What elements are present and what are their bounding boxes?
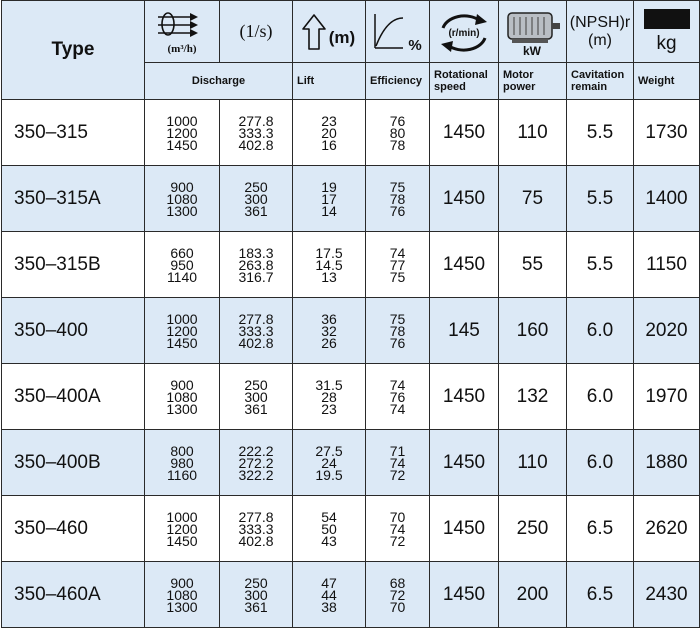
- lift-cell-value: 13: [321, 268, 337, 285]
- power-label-line2: power: [503, 81, 536, 93]
- power-cell: 132: [499, 364, 567, 430]
- type-cell: 350–315B: [2, 232, 145, 298]
- lift-cell-value: 17.5: [315, 244, 343, 261]
- flow-m3h-cell-value: 900: [170, 376, 194, 393]
- efficiency-cell-value: 74: [389, 520, 406, 537]
- flow-ls-cell: [220, 430, 293, 496]
- efficiency-cell: [366, 562, 430, 628]
- flow-ls-cell: [220, 496, 293, 562]
- flow-arrows-icon: [152, 8, 212, 56]
- npsh-cell: 6.0: [567, 430, 634, 496]
- cavitation-label-line1: Cavitation: [571, 69, 625, 81]
- weight-label: Weight: [634, 63, 700, 100]
- motor-icon: [502, 7, 564, 57]
- efficiency-label: Efficiency: [366, 63, 430, 100]
- flow-m3h-cell-value: 1300: [166, 202, 198, 219]
- lift-unit: (m): [328, 27, 356, 47]
- type-cell: 350–460A: [2, 562, 145, 628]
- flow-ls-cell-value: 250: [244, 574, 268, 591]
- efficiency-cell: [366, 100, 430, 166]
- speed-cell: 1450: [430, 430, 499, 496]
- power-cell: 75: [499, 166, 567, 232]
- speed-cell: 1450: [430, 562, 499, 628]
- flow-ls-cell: [220, 364, 293, 430]
- lift-cell: [293, 364, 366, 430]
- flow-m3h-cell-value: 1300: [166, 400, 198, 417]
- npsh-cell: 6.0: [567, 298, 634, 364]
- flow-ls-cell-value: 250: [244, 376, 268, 393]
- flow-ls-cell-value: 316.7: [238, 268, 274, 285]
- flow-ls-cell: [220, 100, 293, 166]
- flow-m3h-cell-value: 1080: [166, 190, 198, 207]
- flow-m3h-cell-value: 900: [170, 574, 194, 591]
- lift-cell-value: 17: [321, 190, 337, 207]
- npsh-cell: 5.5: [567, 232, 634, 298]
- efficiency-cell-value: 70: [389, 598, 406, 615]
- speed-cell: 145: [430, 298, 499, 364]
- weight-unit-header: [634, 1, 700, 63]
- flow-m3h-cell: [145, 496, 220, 562]
- weight-cell: 1880: [634, 430, 700, 496]
- lift-cell-value: 36: [321, 310, 337, 327]
- efficiency-cell-value: 75: [389, 310, 406, 327]
- flow-ls-cell-value: 402.8: [238, 532, 274, 549]
- table-row: [2, 100, 700, 166]
- lift-cell-value: 31.5: [315, 376, 343, 393]
- flow-m3h-cell: [145, 430, 220, 496]
- type-cell: 350–400A: [2, 364, 145, 430]
- speed-cell: 1450: [430, 364, 499, 430]
- lift-cell-value: 24: [321, 454, 337, 471]
- efficiency-unit-header: [366, 1, 430, 63]
- efficiency-cell-value: 72: [389, 466, 406, 483]
- type-cell: 350–460: [2, 496, 145, 562]
- power-cell: 110: [499, 430, 567, 496]
- lift-cell-value: 14.5: [315, 256, 343, 273]
- flow-m3h-header: [145, 1, 220, 63]
- npsh-cell: 5.5: [567, 100, 634, 166]
- efficiency-cell-value: 75: [389, 178, 406, 195]
- cavitation-label: [567, 63, 634, 100]
- efficiency-cell-value: 74: [389, 376, 406, 393]
- lift-cell-value: 47: [321, 574, 337, 591]
- efficiency-cell-value: 78: [389, 322, 406, 339]
- efficiency-cell-value: 72: [389, 532, 406, 549]
- flow-ls-cell-value: 263.8: [238, 256, 274, 273]
- power-label: [499, 63, 567, 100]
- lift-cell-value: 50: [321, 520, 337, 537]
- flow-m3h-cell-value: 1080: [166, 586, 198, 603]
- lift-cell-value: 19.5: [315, 466, 343, 483]
- lift-cell: [293, 166, 366, 232]
- flow-ls-cell-value: 361: [244, 202, 268, 219]
- flow-m3h-cell-value: 1200: [166, 124, 198, 141]
- power-cell: 110: [499, 100, 567, 166]
- table-row: [2, 364, 700, 430]
- efficiency-cell-value: 76: [389, 112, 406, 129]
- speed-cell: 1450: [430, 496, 499, 562]
- power-cell: 200: [499, 562, 567, 628]
- efficiency-cell-value: 70: [389, 508, 406, 525]
- efficiency-curve-icon: [369, 10, 427, 54]
- efficiency-cell-value: 76: [389, 334, 406, 351]
- lift-cell-value: 20: [321, 124, 337, 141]
- efficiency-cell-value: 74: [389, 454, 406, 471]
- efficiency-cell-value: 68: [389, 574, 406, 591]
- efficiency-cell-value: 76: [389, 388, 406, 405]
- flow-ls-cell-value: 300: [244, 190, 268, 207]
- power-unit: kW: [522, 43, 541, 57]
- type-cell: 350–315A: [2, 166, 145, 232]
- efficiency-cell-value: 72: [389, 586, 406, 603]
- lift-cell: [293, 232, 366, 298]
- efficiency-cell-value: 74: [389, 244, 406, 261]
- flow-m3h-cell-value: 1200: [166, 520, 198, 537]
- efficiency-cell-value: 75: [389, 268, 406, 285]
- lift-cell-value: 32: [321, 322, 337, 339]
- flow-m3h-cell-value: 950: [170, 256, 194, 273]
- flow-m3h-cell: [145, 562, 220, 628]
- weight-cell: 1150: [634, 232, 700, 298]
- header-icon-row: [2, 1, 700, 63]
- efficiency-cell: [366, 430, 430, 496]
- weight-cell: 1730: [634, 100, 700, 166]
- flow-ls-header: [220, 1, 293, 63]
- npsh-cell: 6.0: [567, 364, 634, 430]
- lift-cell: [293, 562, 366, 628]
- flow-m3h-cell-value: 1200: [166, 322, 198, 339]
- flow-m3h-cell: [145, 232, 220, 298]
- flow-ls-cell: [220, 298, 293, 364]
- rotation-icon: [433, 8, 495, 56]
- flow-m3h-cell: [145, 364, 220, 430]
- efficiency-cell: [366, 364, 430, 430]
- flow-ls-cell-value: 277.8: [238, 508, 274, 525]
- flow-m3h-cell: [145, 298, 220, 364]
- lift-cell: [293, 496, 366, 562]
- flow-ls-cell-value: 222.2: [238, 442, 274, 459]
- flow-m3h-cell-value: 980: [170, 454, 194, 471]
- efficiency-cell-value: 71: [389, 442, 406, 459]
- efficiency-cell-value: 77: [389, 256, 406, 273]
- type-cell: 350–400B: [2, 430, 145, 496]
- efficiency-cell-value: 76: [389, 202, 406, 219]
- flow-ls-cell-value: 322.2: [238, 466, 274, 483]
- lift-cell-value: 16: [321, 136, 337, 153]
- power-cell: 250: [499, 496, 567, 562]
- pump-spec-table: [1, 0, 700, 628]
- discharge-label: Discharge: [145, 63, 293, 100]
- lift-cell-value: 14: [321, 202, 337, 219]
- lift-cell-value: 23: [321, 400, 337, 417]
- npsh-unit-line2: (m): [588, 31, 612, 49]
- flow-ls-cell-value: 333.3: [238, 124, 274, 141]
- table-row: [2, 496, 700, 562]
- npsh-unit-line1: (NPSH)r: [569, 13, 631, 31]
- lift-cell-value: 38: [321, 598, 337, 615]
- type-cell: 350–315: [2, 100, 145, 166]
- flow-ls-cell-value: 333.3: [238, 520, 274, 537]
- efficiency-cell: [366, 232, 430, 298]
- lift-label: Lift: [293, 63, 366, 100]
- flow-m3h-cell-value: 1000: [166, 112, 198, 129]
- flow-ls-cell-value: 333.3: [238, 322, 274, 339]
- flow-m3h-cell-value: 1160: [166, 466, 198, 483]
- power-cell: 55: [499, 232, 567, 298]
- flow-ls-cell-value: 272.2: [238, 454, 274, 471]
- npsh-cell: 5.5: [567, 166, 634, 232]
- lift-cell-value: 44: [321, 586, 337, 603]
- up-arrow-icon: [296, 12, 362, 52]
- npsh-cell: 6.5: [567, 562, 634, 628]
- speed-cell: 1450: [430, 166, 499, 232]
- table-row: [2, 298, 700, 364]
- speed-unit-header: [430, 1, 499, 63]
- efficiency-cell: [366, 496, 430, 562]
- flow-ls-cell-value: 250: [244, 178, 268, 195]
- lift-cell-value: 26: [321, 334, 337, 351]
- flow-m3h-cell-value: 1080: [166, 388, 198, 405]
- lift-cell: [293, 430, 366, 496]
- flow-ls-cell-value: 402.8: [238, 334, 274, 351]
- efficiency-unit: %: [407, 36, 422, 54]
- efficiency-cell: [366, 166, 430, 232]
- speed-unit: (r/min): [448, 27, 480, 39]
- flow-m3h-cell: [145, 166, 220, 232]
- table-body: [2, 100, 700, 628]
- flow-ls-cell-value: 402.8: [238, 136, 274, 153]
- flow-ls-unit: (1/s): [239, 21, 273, 41]
- lift-unit-header: [293, 1, 366, 63]
- efficiency-cell-value: 78: [389, 190, 406, 207]
- lift-cell-value: 28: [321, 388, 337, 405]
- efficiency-cell-value: 78: [389, 136, 406, 153]
- speed-cell: 1450: [430, 232, 499, 298]
- table-row: [2, 430, 700, 496]
- weight-cell: 1970: [634, 364, 700, 430]
- efficiency-cell-value: 74: [389, 400, 406, 417]
- lift-cell-value: 54: [321, 508, 337, 525]
- flow-m3h-cell-value: 1140: [166, 268, 198, 285]
- weight-unit: kg: [656, 32, 677, 54]
- flow-ls-cell-value: 277.8: [238, 310, 274, 327]
- power-cell: 160: [499, 298, 567, 364]
- lift-cell-value: 27.5: [315, 442, 343, 459]
- speed-label: [430, 63, 499, 100]
- flow-m3h-cell-value: 1300: [166, 598, 198, 615]
- efficiency-cell-value: 80: [389, 124, 406, 141]
- weight-cell: 2430: [634, 562, 700, 628]
- flow-m3h-cell-value: 1450: [166, 136, 198, 153]
- lift-cell: [293, 100, 366, 166]
- table-row: [2, 166, 700, 232]
- flow-m3h-cell-value: 1000: [166, 310, 198, 327]
- type-cell: 350–400: [2, 298, 145, 364]
- flow-m3h-cell-value: 660: [170, 244, 194, 261]
- weight-block-icon: [644, 9, 690, 29]
- flow-m3h-cell: [145, 100, 220, 166]
- weight-cell: 2620: [634, 496, 700, 562]
- table-row: [2, 562, 700, 628]
- weight-cell: 2020: [634, 298, 700, 364]
- flow-ls-cell: [220, 562, 293, 628]
- flow-m3h-cell-value: 1000: [166, 508, 198, 525]
- speed-cell: 1450: [430, 100, 499, 166]
- flow-ls-cell-value: 183.3: [238, 244, 274, 261]
- flow-ls-cell: [220, 232, 293, 298]
- npsh-cell: 6.5: [567, 496, 634, 562]
- flow-ls-cell-value: 300: [244, 586, 268, 603]
- cavitation-label-line2: remain: [571, 81, 608, 93]
- efficiency-cell: [366, 298, 430, 364]
- npsh-unit-header: [567, 1, 634, 63]
- flow-ls-cell-value: 277.8: [238, 112, 274, 129]
- lift-cell-value: 19: [321, 178, 337, 195]
- table-row: [2, 232, 700, 298]
- lift-cell: [293, 298, 366, 364]
- flow-m3h-cell-value: 800: [170, 442, 194, 459]
- lift-cell-value: 23: [321, 112, 337, 129]
- flow-m3h-cell-value: 1450: [166, 334, 198, 351]
- flow-ls-cell-value: 300: [244, 388, 268, 405]
- flow-ls-cell-value: 361: [244, 400, 268, 417]
- speed-label-line2: speed: [434, 81, 466, 93]
- speed-label-line1: Rotational: [434, 69, 488, 81]
- weight-cell: 1400: [634, 166, 700, 232]
- type-header: Type: [2, 1, 145, 100]
- flow-m3h-cell-value: 1450: [166, 532, 198, 549]
- flow-ls-cell: [220, 166, 293, 232]
- flow-ls-cell-value: 361: [244, 598, 268, 615]
- power-label-line1: Motor: [503, 69, 534, 81]
- lift-cell-value: 43: [321, 532, 337, 549]
- flow-m3h-cell-value: 900: [170, 178, 194, 195]
- power-unit-header: [499, 1, 567, 63]
- flow-m3h-unit: (m³/h): [167, 42, 197, 55]
